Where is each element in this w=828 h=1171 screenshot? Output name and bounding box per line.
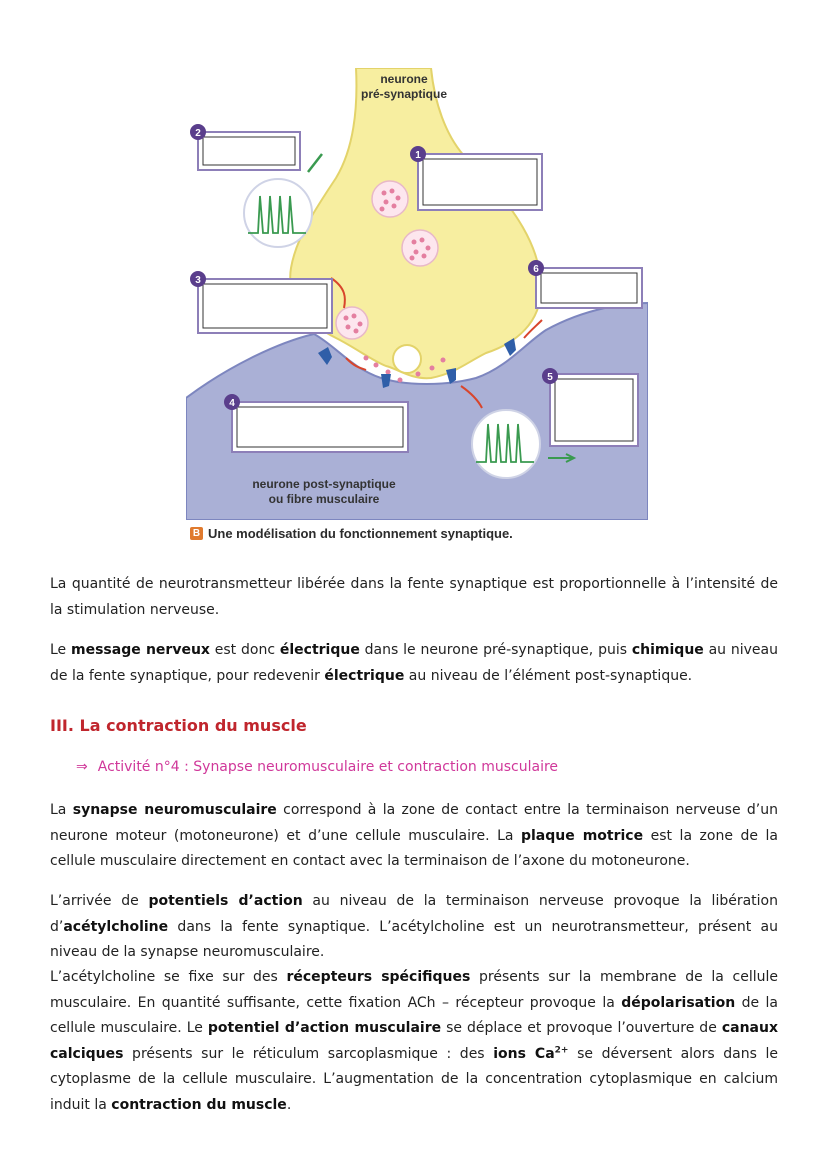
text-run: présents sur la membrane de la cellule musculaire. En quantité suffisante, cette fixation ACh – récepteur provoque la — [50, 969, 778, 1011]
synapse-figure — [186, 68, 648, 520]
bold-term: contraction du muscle — [111, 1096, 287, 1113]
bold-term: dépolarisation — [621, 994, 736, 1011]
badge-6: 6 — [533, 264, 539, 275]
activity-line — [76, 759, 558, 775]
badge-1: 1 — [415, 150, 421, 161]
answer-box-2[interactable] — [198, 132, 300, 170]
text-run: L’arrivée de — [50, 893, 149, 909]
bold-term: électrique — [279, 642, 360, 658]
badge-2: 2 — [195, 128, 201, 139]
figure-caption — [190, 526, 513, 541]
label-presynaptic-line1: neurone — [380, 72, 428, 86]
text-run: Le — [50, 642, 71, 658]
bold-term: ions Ca — [493, 1045, 555, 1062]
bold-term: potentiel d’action musculaire — [207, 1020, 442, 1036]
text-run: correspond à la zone de contact entre la terminaison nerveuse d’un neurone moteur (motoneurone) et d’une cellule musculaire. La — [50, 802, 778, 844]
bold-term: acétylcholine — [63, 918, 169, 935]
text-run: présents sur le réticulum sarcoplasmique : des — [123, 1045, 494, 1062]
text-run: de la cellule musculaire. Le — [50, 994, 778, 1036]
badge-4: 4 — [229, 398, 235, 409]
paragraph-acetylcholine — [50, 965, 778, 1118]
answer-box-4[interactable] — [232, 402, 408, 452]
bold-term: message nerveux — [71, 642, 210, 658]
section-heading: III. La contraction du muscle — [50, 716, 307, 735]
text-run: dans le neurone pré-synaptique, puis — [359, 642, 632, 658]
text-run: est donc — [209, 642, 280, 658]
text-run: dans la fente synaptique. L’acétylcholine est un neurotransmetteur, présent au niveau de la synapse neuromusculaire. — [50, 918, 778, 960]
text-run: se déversent alors dans le cytoplasme de la cellule musculaire. L’augmentation de la concentration cytoplasmique en calcium induit la — [50, 1045, 778, 1113]
paragraph-nervous-message — [50, 638, 778, 689]
bold-term: 2+ — [554, 1044, 569, 1055]
badge-3: 3 — [195, 275, 201, 286]
badge-5: 5 — [547, 372, 553, 383]
bold-term: potentiels d’action — [148, 893, 303, 909]
answer-box-1[interactable] — [418, 154, 542, 210]
stimulus-arrow — [308, 154, 322, 172]
action-potential-presynaptic — [244, 179, 312, 247]
bold-term: canaux calciques — [50, 1020, 778, 1062]
caption-letter: B — [190, 527, 203, 540]
bold-term: récepteurs spécifiques — [286, 969, 471, 985]
bold-term: synapse neuromusculaire — [72, 802, 277, 818]
paragraph-neurotransmitter: La quantité de neurotransmetteur libérée dans la fente synaptique est proportionnelle à l’intensité de la stimulation nerveuse. — [50, 576, 778, 618]
paragraph-action-potentials — [50, 889, 778, 966]
label-presynaptic-line2: pré-synaptique — [360, 87, 448, 101]
text-run: . — [286, 1096, 292, 1113]
activity-text: Activité n°4 : Synapse neuromusculaire et contraction musculaire — [97, 759, 559, 775]
arrow-icon: ⇒ — [76, 759, 88, 775]
answer-box-3[interactable] — [198, 279, 332, 333]
bold-term: chimique — [631, 642, 704, 658]
text-run: au niveau de la fente synaptique, pour redevenir — [50, 642, 778, 684]
text-run: au niveau de l’élément post-synaptique. — [404, 667, 693, 684]
answer-box-6[interactable] — [536, 268, 642, 308]
bold-term: électrique — [324, 667, 405, 684]
text-run: est la zone de la cellule musculaire directement en contact avec la terminaison de l’axone du motoneurone. — [50, 827, 778, 869]
text-run: La — [50, 802, 73, 818]
label-postsynaptic-line2: ou fibre musculaire — [268, 492, 380, 506]
caption-text: Une modélisation du fonctionnement synaptique. — [208, 526, 513, 541]
label-postsynaptic-line1: neurone post-synaptique — [252, 477, 396, 491]
text-run: L’acétylcholine se fixe sur des — [50, 969, 287, 985]
text-run: au niveau de la terminaison nerveuse provoque la libération d’ — [50, 893, 778, 935]
synaptic-cleft-vesicle-fusion — [393, 345, 421, 373]
bold-term: plaque motrice — [520, 827, 644, 844]
answer-box-5[interactable] — [550, 374, 638, 446]
text-run: se déplace et provoque l’ouverture de — [441, 1020, 722, 1036]
paragraph-neuromuscular-synapse — [50, 798, 778, 875]
